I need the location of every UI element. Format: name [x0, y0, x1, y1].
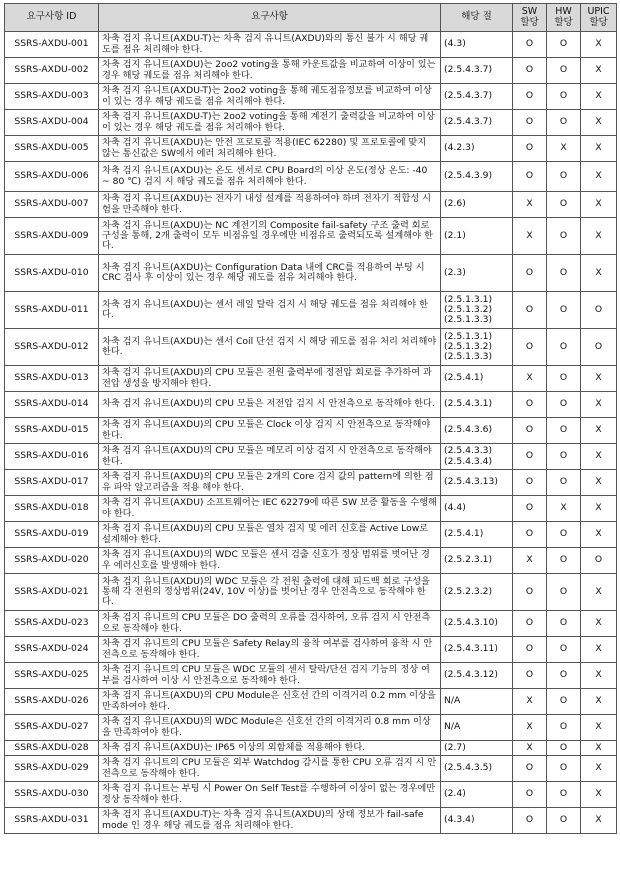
table-row	[5, 329, 617, 366]
hw-allocation-cell: O	[547, 192, 581, 218]
upic-allocation-cell: X	[581, 136, 617, 162]
table-row	[5, 366, 617, 392]
hw-allocation-cell: O	[547, 782, 581, 808]
requirement-id-cell: SSRS-AXDU-024	[5, 637, 99, 663]
upic-allocation-cell: X	[581, 255, 617, 292]
hw-allocation-cell: O	[547, 444, 581, 470]
requirement-text-cell: 차축 검지 유니트(AXDU)는 Configuration Data 내에 CRC를 적용하여 부팅 시 CRC 검사 후 이상이 있는 경우 해당 궤도를 점유 처리해야 한다.	[99, 255, 441, 292]
table-row	[5, 574, 617, 611]
upic-allocation-cell: X	[581, 741, 617, 756]
sw-allocation-cell: X	[513, 548, 547, 574]
sw-allocation-cell: X	[513, 218, 547, 255]
sw-allocation-cell: O	[513, 637, 547, 663]
requirement-id-cell: SSRS-AXDU-005	[5, 136, 99, 162]
requirement-id-cell: SSRS-AXDU-002	[5, 58, 99, 84]
table-row	[5, 756, 617, 782]
table-row	[5, 255, 617, 292]
section-ref-cell: (2.5.4.3.7)	[441, 110, 513, 136]
requirement-id-cell: SSRS-AXDU-020	[5, 548, 99, 574]
section-ref-cell: (2.5.4.1)	[441, 366, 513, 392]
table-row	[5, 84, 617, 110]
hw-allocation-cell: X	[547, 496, 581, 522]
section-ref-cell: (2.5.2.3.1)	[441, 548, 513, 574]
sw-allocation-cell: O	[513, 808, 547, 834]
upic-allocation-cell: X	[581, 689, 617, 715]
requirement-id-cell: SSRS-AXDU-012	[5, 329, 99, 366]
upic-allocation-cell: X	[581, 782, 617, 808]
section-ref-cell: (2.5.4.3.6)	[441, 418, 513, 444]
table-row	[5, 689, 617, 715]
header-hw-allocation: HW 할당	[547, 4, 581, 32]
table-row	[5, 522, 617, 548]
hw-allocation-cell: O	[547, 689, 581, 715]
sw-allocation-cell: O	[513, 611, 547, 637]
upic-allocation-cell: X	[581, 162, 617, 192]
requirement-id-cell: SSRS-AXDU-016	[5, 444, 99, 470]
requirement-text-cell: 차축 검지 유니트(AXDU)는 전자기 내성 설계를 적용하여야 하며 전자기 적합성 시험을 만족해야 한다.	[99, 192, 441, 218]
sw-allocation-cell: X	[513, 689, 547, 715]
table-row	[5, 470, 617, 496]
section-ref-cell: (2.5.4.3.12)	[441, 663, 513, 689]
requirement-id-cell: SSRS-AXDU-014	[5, 392, 99, 418]
requirement-text-cell: 차축 검지 유니트(AXDU)의 CPU 모듈은 열차 검지 및 에러 신호를 Active Low로 설계해야 한다.	[99, 522, 441, 548]
requirement-text-cell: 차축 검지 유니트(AXDU)의 CPU 모듈은 전원 출력부에 정전압 회로를 추가하여 과전압 생성을 방지해야 한다.	[99, 366, 441, 392]
sw-allocation-cell: O	[513, 58, 547, 84]
section-ref-cell: (2.1)	[441, 218, 513, 255]
section-ref-cell: (2.5.1.3.1) (2.5.1.3.2) (2.5.1.3.3)	[441, 329, 513, 366]
section-ref-cell: (2.5.1.3.1) (2.5.1.3.2) (2.5.1.3.3)	[441, 292, 513, 329]
hw-allocation-cell: O	[547, 218, 581, 255]
table-body	[5, 32, 617, 834]
table-row	[5, 444, 617, 470]
sw-allocation-cell: O	[513, 574, 547, 611]
requirement-id-cell: SSRS-AXDU-009	[5, 218, 99, 255]
hw-allocation-cell: O	[547, 574, 581, 611]
table-row	[5, 58, 617, 84]
section-ref-cell: (4.3.4)	[441, 808, 513, 834]
sw-allocation-cell: X	[513, 366, 547, 392]
sw-allocation-cell: O	[513, 522, 547, 548]
section-ref-cell: (2.5.2.3.2)	[441, 574, 513, 611]
section-ref-cell: (2.4)	[441, 782, 513, 808]
requirement-id-cell: SSRS-AXDU-017	[5, 470, 99, 496]
table-row	[5, 663, 617, 689]
requirement-id-cell: SSRS-AXDU-019	[5, 522, 99, 548]
sw-allocation-cell: X	[513, 192, 547, 218]
table-row	[5, 611, 617, 637]
table-row	[5, 292, 617, 329]
section-ref-cell: (2.5.4.1)	[441, 522, 513, 548]
requirement-text-cell: 차축 검지 유니트의 CPU 모듈은 WDC 모듈의 센서 탈락/단선 검지 기능의 정상 여부를 검사하여 이상 시 안전측으로 동작해야 한다.	[99, 663, 441, 689]
upic-allocation-cell: X	[581, 218, 617, 255]
table-row	[5, 32, 617, 58]
section-ref-cell: (4.3)	[441, 32, 513, 58]
requirement-id-cell: SSRS-AXDU-026	[5, 689, 99, 715]
sw-allocation-cell: O	[513, 444, 547, 470]
requirement-id-cell: SSRS-AXDU-025	[5, 663, 99, 689]
hw-allocation-cell: O	[547, 522, 581, 548]
requirement-text-cell: 차축 검지 유니트의 CPU 모듈은 외부 Watchdog 감시를 통한 CPU 오류 검지 시 안전측으로 동작해야 한다.	[99, 756, 441, 782]
table-row	[5, 741, 617, 756]
sw-allocation-cell: O	[513, 756, 547, 782]
table-row	[5, 418, 617, 444]
upic-allocation-cell: O	[581, 329, 617, 366]
section-ref-cell: (2.5.4.3.1)	[441, 392, 513, 418]
hw-allocation-cell: O	[547, 756, 581, 782]
requirement-text-cell: 차축 검지 유니트의 CPU 모듈은 Safety Relay의 융착 여부를 검사하여 융착 시 안전측으로 동작해야 한다.	[99, 637, 441, 663]
table-row	[5, 715, 617, 741]
requirement-text-cell: 차축 검지 유니트(AXDU)는 2oo2 voting을 통해 카운트값을 비교하여 이상이 있는 경우 해당 궤도를 점유 처리해야 한다.	[99, 58, 441, 84]
hw-allocation-cell: X	[547, 136, 581, 162]
hw-allocation-cell: O	[547, 808, 581, 834]
upic-allocation-cell: X	[581, 496, 617, 522]
requirement-text-cell: 차축 검지 유니트(AXDU)는 IP65 이상의 외함체를 적용해야 한다.	[99, 741, 441, 756]
hw-allocation-cell: O	[547, 255, 581, 292]
table-row	[5, 392, 617, 418]
requirement-id-cell: SSRS-AXDU-030	[5, 782, 99, 808]
section-ref-cell: (2.7)	[441, 741, 513, 756]
requirement-id-cell: SSRS-AXDU-015	[5, 418, 99, 444]
requirement-text-cell: 차축 검지 유니트(AXDU-T)는 차축 검지 유니트(AXDU)와의 통신 불가 시 해당 궤도를 점유 처리해야 한다.	[99, 32, 441, 58]
hw-allocation-cell: O	[547, 663, 581, 689]
requirement-text-cell: 차축 검지 유니트(AXDU)의 CPU 모듈은 메모리 이상 검지 시 안전측으로 동작해야 한다.	[99, 444, 441, 470]
hw-allocation-cell: O	[547, 637, 581, 663]
header-section: 해당 절	[441, 4, 513, 32]
upic-allocation-cell: X	[581, 470, 617, 496]
sw-allocation-cell: O	[513, 292, 547, 329]
requirement-id-cell: SSRS-AXDU-007	[5, 192, 99, 218]
upic-allocation-cell: X	[581, 444, 617, 470]
requirement-text-cell: 차축 검지 유니트(AXDU)의 WDC 모듈은 각 전원 출력에 대해 피드백 회로 구성을 통해 각 전원의 정상범위(24V, 10V 이상)를 벗어난 경우 안전측으로 동작해야 한다.	[99, 574, 441, 611]
table-row	[5, 218, 617, 255]
sw-allocation-cell: O	[513, 255, 547, 292]
section-ref-cell: (4.4)	[441, 496, 513, 522]
requirement-text-cell: 차축 검지 유니트는 부팅 시 Power On Self Test를 수행하여 이상이 없는 경우에만 정상 동작해야 한다.	[99, 782, 441, 808]
sw-allocation-cell: O	[513, 392, 547, 418]
sw-allocation-cell: O	[513, 32, 547, 58]
upic-allocation-cell: X	[581, 392, 617, 418]
header-upic-allocation: UPIC 할당	[581, 4, 617, 32]
requirement-id-cell: SSRS-AXDU-006	[5, 162, 99, 192]
requirements-table	[4, 3, 617, 834]
section-ref-cell: (2.6)	[441, 192, 513, 218]
requirement-text-cell: 차축 검지 유니트(AXDU) 소프트웨어는 IEC 62279에 따른 SW 보증 활동을 수행해야 한다.	[99, 496, 441, 522]
section-ref-cell: (2.5.4.3.13)	[441, 470, 513, 496]
requirement-text-cell: 차축 검지 유니트(AXDU)의 WDC 모듈은 센서 검출 신호가 정상 범위를 벗어난 경우 에러신호를 발생해야 한다.	[99, 548, 441, 574]
upic-allocation-cell: O	[581, 548, 617, 574]
hw-allocation-cell: O	[547, 162, 581, 192]
hw-allocation-cell: O	[547, 548, 581, 574]
sw-allocation-cell: O	[513, 110, 547, 136]
table-row	[5, 162, 617, 192]
upic-allocation-cell: X	[581, 715, 617, 741]
requirement-id-cell: SSRS-AXDU-029	[5, 756, 99, 782]
upic-allocation-cell: X	[581, 522, 617, 548]
sw-allocation-cell: X	[513, 715, 547, 741]
sw-allocation-cell: O	[513, 136, 547, 162]
table-row	[5, 808, 617, 834]
section-ref-cell: (2.5.4.3.7)	[441, 58, 513, 84]
requirement-id-cell: SSRS-AXDU-021	[5, 574, 99, 611]
section-ref-cell: (4.2.3)	[441, 136, 513, 162]
hw-allocation-cell: O	[547, 292, 581, 329]
upic-allocation-cell: X	[581, 574, 617, 611]
requirement-id-cell: SSRS-AXDU-003	[5, 84, 99, 110]
requirement-id-cell: SSRS-AXDU-023	[5, 611, 99, 637]
hw-allocation-cell: O	[547, 611, 581, 637]
hw-allocation-cell: O	[547, 32, 581, 58]
requirement-text-cell: 차축 검지 유니트(AXDU-T)는 2oo2 voting을 통해 계전기 출력값을 비교하여 이상이 있는 경우 해당 궤도를 점유 처리해야 한다.	[99, 110, 441, 136]
upic-allocation-cell: X	[581, 366, 617, 392]
requirement-text-cell: 차축 검지 유니트(AXDU)의 CPU 모듈은 저전압 검지 시 안전측으로 동작해야 한다.	[99, 392, 441, 418]
requirement-id-cell: SSRS-AXDU-013	[5, 366, 99, 392]
requirement-text-cell: 차축 검지 유니트(AXDU)는 온도 센서로 CPU Board의 이상 온도(정상 온도: -40 ~ 80 ℃) 검지 시 해당 궤도를 점유 처리해야 한다.	[99, 162, 441, 192]
hw-allocation-cell: O	[547, 418, 581, 444]
upic-allocation-cell: X	[581, 756, 617, 782]
section-ref-cell: (2.5.4.3.5)	[441, 756, 513, 782]
requirement-id-cell: SSRS-AXDU-031	[5, 808, 99, 834]
upic-allocation-cell: X	[581, 663, 617, 689]
requirement-id-cell: SSRS-AXDU-010	[5, 255, 99, 292]
sw-allocation-cell: O	[513, 782, 547, 808]
upic-allocation-cell: X	[581, 32, 617, 58]
upic-allocation-cell: X	[581, 192, 617, 218]
hw-allocation-cell: O	[547, 58, 581, 84]
table-header	[5, 4, 617, 32]
requirement-text-cell: 차축 검지 유니트(AXDU)의 CPU 모듈은 Clock 이상 검지 시 안전측으로 동작해야 한다.	[99, 418, 441, 444]
upic-allocation-cell: O	[581, 292, 617, 329]
table-row	[5, 192, 617, 218]
header-requirement: 요구사항	[99, 4, 441, 32]
requirement-text-cell: 차축 검지 유니트(AXDU)는 센서 Coil 단선 검지 시 해당 궤도를 점유 처리 처리해야 한다.	[99, 329, 441, 366]
upic-allocation-cell: X	[581, 418, 617, 444]
sw-allocation-cell: O	[513, 496, 547, 522]
hw-allocation-cell: O	[547, 392, 581, 418]
upic-allocation-cell: X	[581, 110, 617, 136]
sw-allocation-cell: O	[513, 329, 547, 366]
section-ref-cell: (2.5.4.3.7)	[441, 84, 513, 110]
requirement-text-cell: 차축 검지 유니트(AXDU-T)는 차축 검지 유니트(AXDU)의 상태 정보가 fail-safe mode 인 경우 해당 궤도를 점유 처리해야 한다.	[99, 808, 441, 834]
upic-allocation-cell: X	[581, 637, 617, 663]
requirement-id-cell: SSRS-AXDU-004	[5, 110, 99, 136]
upic-allocation-cell: X	[581, 84, 617, 110]
section-ref-cell: (2.5.4.3.3) (2.5.4.3.4)	[441, 444, 513, 470]
table-row	[5, 782, 617, 808]
requirement-id-cell: SSRS-AXDU-027	[5, 715, 99, 741]
header-requirement-id: 요구사항 ID	[5, 4, 99, 32]
sw-allocation-cell: O	[513, 162, 547, 192]
upic-allocation-cell: X	[581, 611, 617, 637]
requirement-id-cell: SSRS-AXDU-001	[5, 32, 99, 58]
upic-allocation-cell: X	[581, 58, 617, 84]
requirement-id-cell: SSRS-AXDU-028	[5, 741, 99, 756]
section-ref-cell: (2.5.4.3.11)	[441, 637, 513, 663]
hw-allocation-cell: O	[547, 366, 581, 392]
sw-allocation-cell: O	[513, 84, 547, 110]
table-row	[5, 110, 617, 136]
requirement-text-cell: 차축 검지 유니트(AXDU)는 NC 계전기의 Composite fail-safety 구조 출력 회로 구성을 통해, 2개 출력이 모두 비점유일 경우에만 비점유로 출력되도록 설계해야 한다.	[99, 218, 441, 255]
hw-allocation-cell: O	[547, 84, 581, 110]
section-ref-cell: N/A	[441, 715, 513, 741]
sw-allocation-cell: X	[513, 741, 547, 756]
table-row	[5, 548, 617, 574]
section-ref-cell: (2.5.4.3.10)	[441, 611, 513, 637]
section-ref-cell: (2.5.4.3.9)	[441, 162, 513, 192]
requirement-text-cell: 차축 검지 유니트(AXDU)는 안전 프로토콜 적용(IEC 62280) 및 프로토콜에 맞지 않는 통신값은 SW에서 에러 처리해야 한다.	[99, 136, 441, 162]
requirement-text-cell: 차축 검지 유니트(AXDU)의 CPU Module은 신호선 간의 이격거리 0.2 mm 이상을 만족하여야 한다.	[99, 689, 441, 715]
upic-allocation-cell: X	[581, 808, 617, 834]
hw-allocation-cell: O	[547, 470, 581, 496]
hw-allocation-cell: O	[547, 741, 581, 756]
section-ref-cell: N/A	[441, 689, 513, 715]
hw-allocation-cell: O	[547, 715, 581, 741]
table-row	[5, 136, 617, 162]
table-row	[5, 496, 617, 522]
requirement-id-cell: SSRS-AXDU-011	[5, 292, 99, 329]
sw-allocation-cell: O	[513, 470, 547, 496]
hw-allocation-cell: O	[547, 110, 581, 136]
header-sw-allocation: SW 할당	[513, 4, 547, 32]
requirement-id-cell: SSRS-AXDU-018	[5, 496, 99, 522]
requirement-text-cell: 차축 검지 유니트(AXDU)의 WDC Module은 신호선 간의 이격거리 0.8 mm 이상을 만족하여야 한다.	[99, 715, 441, 741]
requirements-document	[4, 3, 616, 834]
requirement-text-cell: 차축 검지 유니트(AXDU)의 CPU 모듈은 2개의 Core 검지 값의 pattern에 의한 점유 파악 알고리즘을 적용 해야 한다.	[99, 470, 441, 496]
sw-allocation-cell: O	[513, 418, 547, 444]
requirement-text-cell: 차축 검지 유니트(AXDU-T)는 2oo2 voting을 통해 궤도점유정보를 비교하여 이상이 있는 경우 해당 궤도를 점유 처리해야 한다.	[99, 84, 441, 110]
requirement-text-cell: 차축 검지 유니트의 CPU 모듈은 DO 출력의 오류를 검사하여, 오류 검지 시 안전측으로 동작해야 한다.	[99, 611, 441, 637]
sw-allocation-cell: O	[513, 663, 547, 689]
requirement-text-cell: 차축 검지 유니트(AXDU)는 센서 레일 탈락 검지 시 해당 궤도를 점유 처리해야 한다.	[99, 292, 441, 329]
hw-allocation-cell: O	[547, 329, 581, 366]
section-ref-cell: (2.3)	[441, 255, 513, 292]
table-row	[5, 637, 617, 663]
